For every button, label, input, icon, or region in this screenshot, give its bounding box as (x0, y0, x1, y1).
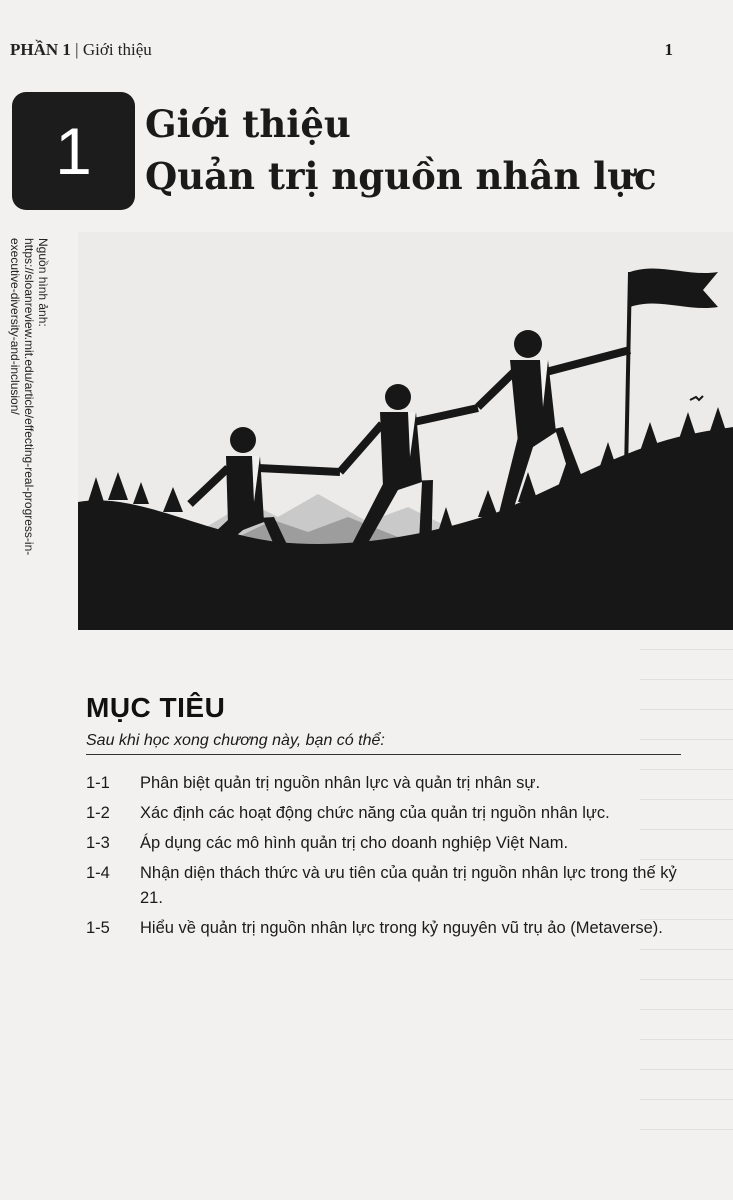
objective-text: Hiểu về quản trị nguồn nhân lực trong kỷ nguyên vũ trụ ảo (Metaverse). (140, 919, 663, 937)
objective-item (86, 771, 681, 796)
chapter-number: 1 (55, 114, 92, 188)
chapter-title-line2: Quản trị nguồn nhân lực (145, 154, 657, 198)
objective-text: Áp dụng các mô hình quản trị cho doanh nghiệp Việt Nam. (140, 834, 569, 852)
image-credit (8, 238, 50, 608)
running-header (10, 40, 152, 60)
chapter-number-badge (12, 92, 135, 210)
objective-text: Phân biệt quản trị nguồn nhân lực và quản trị nhân sự. (140, 774, 541, 792)
image-credit-url: https://sloanreview.mit.edu/article/effecting-real-progress-in-executive-diversity-and-inclusion/ (8, 238, 36, 556)
page-number: 1 (664, 40, 673, 59)
chapter-title-line1: Giới thiệu (145, 102, 351, 146)
objective-number: 1-1 (86, 774, 110, 792)
objective-item (86, 916, 681, 941)
chapter-title (145, 98, 657, 202)
objective-item (86, 831, 681, 856)
objectives-section (86, 692, 681, 946)
objective-text: Nhận diện thách thức và ưu tiên của quản trị nguồn nhân lực trong thế kỷ 21. (140, 864, 677, 907)
objectives-subtitle: Sau khi học xong chương này, bạn có thể: (86, 732, 681, 755)
objective-number: 1-3 (86, 834, 110, 852)
part-label: PHẦN 1 (10, 40, 71, 59)
section-label: Giới thiệu (82, 40, 152, 59)
image-credit-label: Nguồn hình ảnh: (36, 238, 50, 327)
objective-number: 1-4 (86, 864, 110, 882)
objective-number: 1-5 (86, 919, 110, 937)
objectives-heading: MỤC TIÊU (86, 692, 226, 723)
objective-number: 1-2 (86, 804, 110, 822)
objectives-list (86, 771, 681, 941)
objective-text: Xác định các hoạt động chức năng của quản trị nguồn nhân lực. (140, 804, 610, 822)
objective-item (86, 801, 681, 826)
header-separator: | (75, 40, 79, 59)
objective-item (86, 861, 681, 911)
hikers-illustration (78, 232, 733, 630)
